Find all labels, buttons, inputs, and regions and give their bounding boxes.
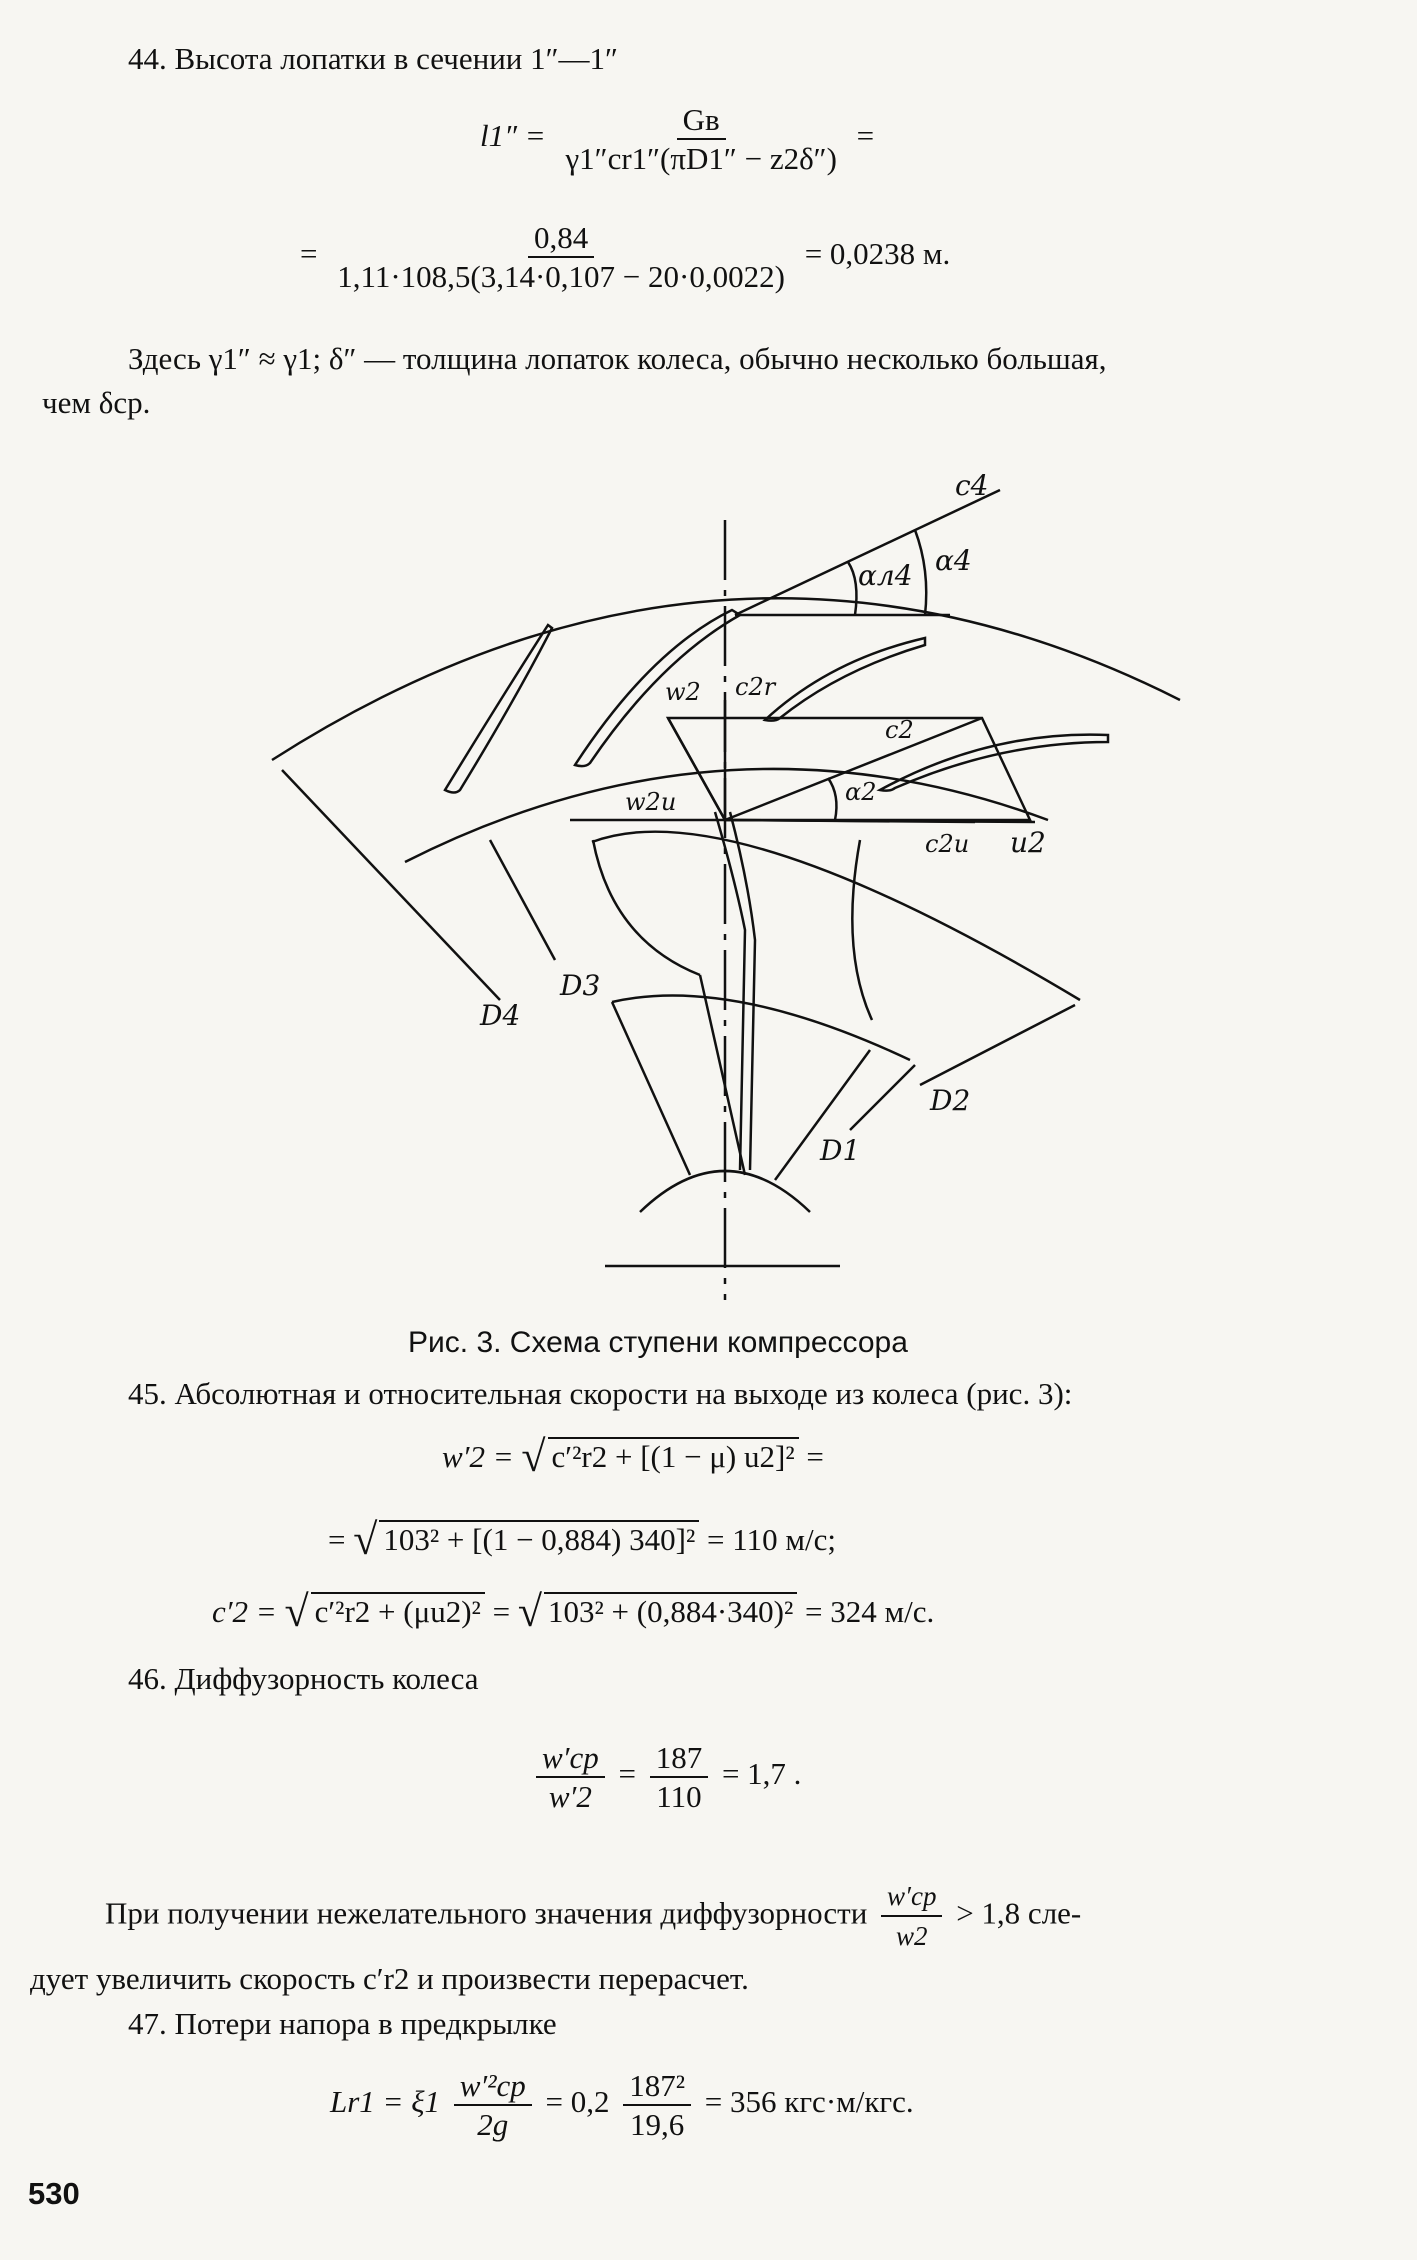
fraction <box>536 1742 605 1812</box>
label-c4: c4 <box>955 469 989 502</box>
fraction <box>559 104 842 174</box>
fraction-numerator: Gв <box>677 104 726 140</box>
radicand: c′²r2 + (μu2)² <box>311 1592 485 1627</box>
dimension-D3 <box>490 840 555 960</box>
formula-relative-velocity-value <box>328 1515 836 1564</box>
page-number: 530 <box>28 2176 80 2211</box>
diffuser-vane <box>575 610 740 766</box>
equals-sign: = <box>806 1439 824 1474</box>
label-w2: w2 <box>665 678 701 706</box>
item44-note-line2: чем δср. <box>42 385 151 420</box>
fraction-numerator: 0,84 <box>528 222 594 258</box>
fraction-numerator: 187² <box>623 2070 691 2106</box>
radicand: 103² + [(1 − 0,884) 340]² <box>379 1520 699 1555</box>
impeller-blade <box>715 812 745 1170</box>
formula-diffusivity <box>530 1742 801 1812</box>
item47-heading: 47. Потери напора в предкрылке <box>128 2006 557 2041</box>
equals-sign: = <box>300 236 318 272</box>
angle-alpha2 <box>828 778 836 820</box>
fraction-denominator: 19,6 <box>630 2107 685 2142</box>
angle-alpha-l4 <box>848 562 856 615</box>
formula-lhs: c′2 = <box>212 1594 277 1629</box>
formula-relative-velocity <box>442 1432 824 1481</box>
impeller-blade <box>593 840 700 975</box>
fraction-denominator: w′2 <box>548 1779 592 1814</box>
equals-sign: = <box>328 1522 346 1557</box>
paragraph-text: > 1,8 сле- <box>956 1895 1082 1931</box>
fraction-denominator: γ1″cr1″(πD1″ − z2δ″) <box>565 141 837 176</box>
fraction <box>623 2070 691 2140</box>
impeller-blade <box>852 840 872 1020</box>
sqrt-sign: √ <box>284 1587 309 1636</box>
impeller-channel <box>612 1002 690 1175</box>
label-alpha-l4: αл4 <box>858 559 913 592</box>
impeller-channel <box>700 975 745 1175</box>
angle-alpha4 <box>915 530 926 615</box>
formula-head-loss <box>330 2070 914 2140</box>
paragraph-text: При получении нежелательного значения диффузорности <box>105 1895 868 1931</box>
item46-paragraph-line1 <box>105 1880 1081 1953</box>
dimension-D4 <box>282 770 500 1000</box>
item45-heading: 45. Абсолютная и относительная скорости на выходе из колеса (рис. 3): <box>128 1376 1073 1411</box>
equals-coefficient: = 0,2 <box>545 2084 610 2120</box>
label-c2: c2 <box>885 716 914 744</box>
compressor-stage-diagram <box>0 460 1417 1340</box>
item46-paragraph-line2: дует увеличить скорость c′r2 и произвести перерасчет. <box>30 1961 749 1996</box>
label-alpha4: α4 <box>935 544 972 577</box>
diffuser-vane <box>765 638 925 721</box>
label-alpha2: α2 <box>845 778 877 806</box>
fraction <box>331 222 791 292</box>
fraction <box>881 1880 942 1953</box>
item44-heading: 44. Высота лопатки в сечении 1″—1″ <box>128 41 618 76</box>
formula-result: = 1,7 . <box>721 1756 802 1792</box>
label-w2u: w2u <box>625 788 677 816</box>
sqrt-sign: √ <box>521 1432 546 1481</box>
fraction-denominator: 1,11·108,5(3,14·0,107 − 20·0,0022) <box>337 259 785 294</box>
equals-sign: = <box>856 118 875 154</box>
formula-lhs: l1″ = <box>480 118 546 154</box>
label-c2r: c2r <box>735 673 776 701</box>
arc-D2 <box>592 832 1080 1000</box>
fraction-numerator: w′ср <box>536 1742 605 1778</box>
item44-note-line1: Здесь γ1″ ≈ γ1; δ″ — толщина лопаток колеса, обычно несколько большая, <box>128 341 1107 376</box>
fraction-numerator: 187 <box>650 1742 709 1778</box>
formula-result: = 110 м/с; <box>707 1522 836 1557</box>
radicand: c′²r2 + [(1 − μ) u2]² <box>548 1437 799 1472</box>
sqrt-sign: √ <box>517 1587 542 1636</box>
label-D1: D1 <box>820 1134 861 1167</box>
radicand: 103² + (0,884·340)² <box>544 1592 797 1627</box>
formula-lhs: w′2 = <box>442 1439 514 1474</box>
formula-absolute-velocity <box>212 1587 935 1636</box>
item46-heading: 46. Диффузорность колеса <box>128 1661 479 1696</box>
formula-result: = 356 кгс·м/кгс. <box>704 2084 914 2120</box>
label-D4: D4 <box>480 999 521 1032</box>
dimension-D1 <box>850 1065 915 1130</box>
formula-result: = 324 м/с. <box>805 1594 935 1629</box>
equals-sign: = <box>618 1756 636 1792</box>
label-u2: u2 <box>1010 826 1046 859</box>
fraction-denominator: 2g <box>477 2107 509 2142</box>
formula-blade-height-2 <box>300 222 950 292</box>
diffuser-vane <box>445 625 552 793</box>
fraction-denominator: 110 <box>656 1779 702 1814</box>
formula-result: = 0,0238 м. <box>804 236 951 272</box>
fraction-denominator: w2 <box>895 1921 928 1952</box>
dimension-D2 <box>920 1005 1075 1085</box>
formula-blade-height-1 <box>480 104 874 174</box>
fraction-numerator: w′²ср <box>454 2070 532 2106</box>
fraction-numerator: w′ср <box>881 1880 942 1917</box>
label-D2: D2 <box>930 1084 971 1117</box>
fraction <box>650 1742 709 1812</box>
label-D3: D3 <box>560 969 601 1002</box>
label-c2u: c2u <box>925 830 970 858</box>
sqrt-sign: √ <box>353 1515 378 1564</box>
equals-sign: = <box>492 1594 511 1629</box>
figure-caption: Рис. 3. Схема ступени компрессора <box>408 1326 908 1359</box>
vector-w2 <box>668 718 725 820</box>
formula-lhs: Lr1 = ξ1 <box>330 2084 440 2120</box>
fraction <box>454 2070 532 2140</box>
